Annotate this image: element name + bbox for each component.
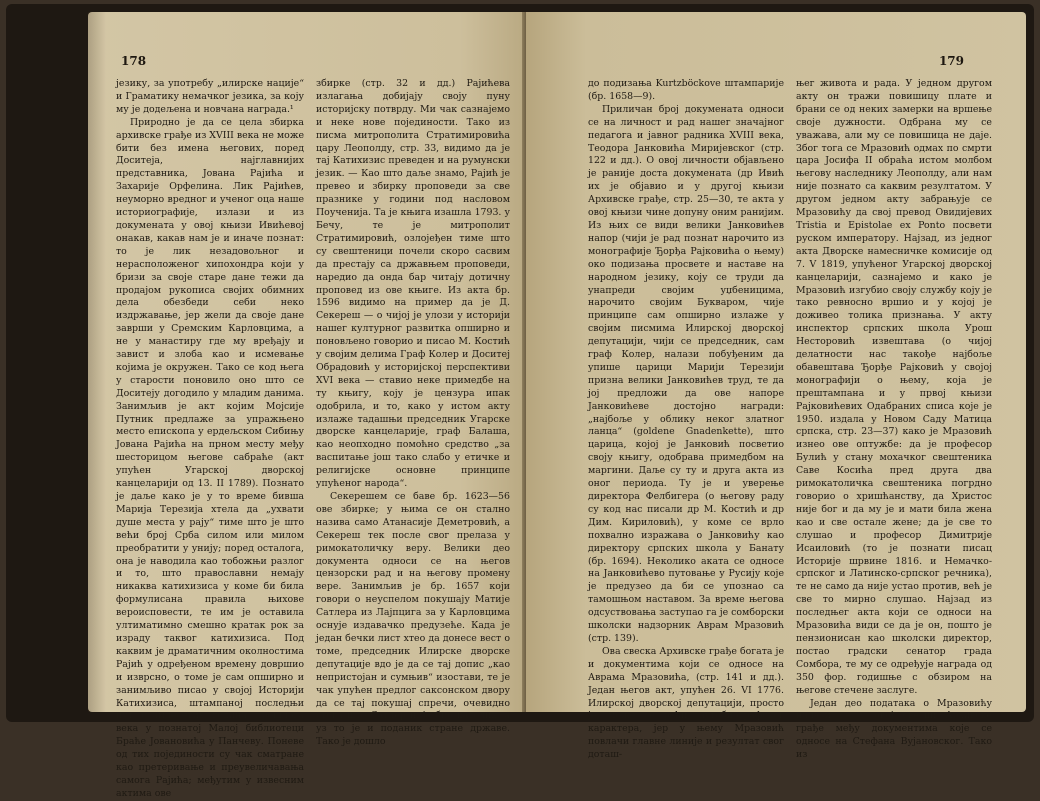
paragraph: до подизања Kurtzböckove штампарије (бр. 1658—9). — [588, 78, 784, 102]
right-column-2 — [796, 78, 992, 762]
page-number-right: 179 — [938, 54, 964, 68]
paragraph: Један део података о Мразовићу налази се у овој свесци Архивске грађе међу документима које се односе на Стефана Вујановског. Тако из — [796, 697, 992, 761]
left-column-1 — [116, 78, 304, 801]
paragraph: Природно је да се цела збирка архивске грађе из XVIII века не може бити без имена његових, поред Доситеја, најглавнијих представника, Јована Рајића и Захарије Орфелина. Лик Рајићев, неуморно вредног и ученог оца наше историографије, излази и из докумената у овој књизи Ивићевој онакав, какав нам је и иначе познат: то је лик незадовољног и нерасположеног хипохондра који у бризи за своје старе дане тежи да продајом рукописа својих обимних дела обезбеди себи неко издржавање, јер жели да своје дане заврши у Сремским Карловцима, а не у манастиру где му вређају и завист и злоба као и исмевање којима је окружен. Тако се код њега у старости поновило оно што се Доситеју догодило у младим данима. Занимљив је акт којим Мојсије Путник предлаже за упражњено место епископа у ердељском Сибињу Јована Рајића на прном месту међу шесторицом његове сабраће (акт упућен Угарској дворској канцеларији од 13. II 1789). Познато је даље како је у то време бивша Марија Терезија хтела да „ухвати душе места у рају“ тиме што је што већи број Срба силом или милом преобратити у унију; поред осталога, она је наводила као тобожњи разлог и то, што православни немају никаква катихизиса у коме би била формулисана правила њихове вероисповести, те им је оставила ултиматимно смешно кратак рок за израду таквог катихизиса. Под каквим је драматичним околностима Рајић у одређеном времену довршио и изврсно, о томе је сам опширно и занимљиво писао у својој Историји Катихизиса, штампаној последњи пут осамдесетих година прошлога века у познатој Малој библиотеци Браће Јовановића у Панчеву. Поневе од тих појединости су чак сматране као претеривање и преувеличавања самога Рајића; међутим у извесним актима ове — [116, 116, 304, 799]
right-page — [526, 12, 1026, 761]
book-spread — [6, 4, 1034, 799]
right-column-1 — [588, 78, 784, 762]
paragraph: Приличан број докумената односи се на личност и рад нашег значајног педагога и јавног радника XVIII века, Теодора Јанковића Миријевског (стр. 122 и дд.). О овој личности објављено је раније доста докумената (др Ивић их је објавио и у другој књизи Архивске грађе, стр. 25—30, те акта у овој књизи чине допуну оним ранијим. Из њих се види велики Јанковићев напор (чији је рад познат нарочито из монографије Ђорђа Рајковића о њему) око подизања просвете и наставе на народном језику, коју се труди да унапреди својим уџбеницима, нарочито својим Букваром, чије принципе сам опширно излаже у својим писмима Илирској дворској депутацији, чији се председник, сам граф Колер, налази побуђеним да упише царици Марији Терезији призна велики Јанковићев труд, те да јој предложи да ове напоре Јанковићеве достојно награди: „најбоље у облику неког златног ланца“ (goldene Gnadenkette), што царица, којој је Јанковић посветио своју књигу, одобрава примедбом на маргини. Даље су ту и друга акта из оног периода. Ту је и уверење директора Фелбигера (о његову раду су код нас писали др М. Костић и др Дим. Кириловић), у коме се врло похвално изражава о Јанковићу као директору српских школа у Банату (бр. 1694). Неколико аката се односе на Јанковићево путовање у Русију које је предузео да би се упознао са тамошњом наставом. За време његова одсуствовања заступао га је сомборски школски надзорник Аврам Мразовић (стр. 139). — [588, 103, 784, 644]
paragraph: збирке (стр. 32 и дд.) Рајићева излагања добијају своју пуну историјску потврду. Ми чак сазнајемо и неке нове појединости. Тако из писма митрополита Стратимировића цару Леополду, стр. 33, видимо да је тај Катихизис преведен и на румунски језик. — Као што даље знамо, Рајић је превео и збирку проповеди за све празнике у години под насловом Поучениjа. Та је књига изашла 1793. у Бечу, те је митрополит Стратимировић, озлојеђен тиме што су свештеници почели скоро сасвим да престају са државњем проповеди, наредио да онда бар читају дотичну проповед из ове књиге. Из акта бр. 1596 видимо на пример да је Д. Секереш — о чијој је улози у историји нашег културног развитка опширно и поновљено говорио и писао М. Костић у својим делима Граф Колер и Доситеј Обрадовић у историјској перспективи XVI века — ставио неке примедбе на ту књигу, коју је цензура ипак одобрила, и то, како у истом акту излаже тадашњи председник Угарске дворске канцеларије, граф Балаша, као неопходно помоћно средство „за васпитање још тако слабо у етичке и религијске основне принципе упућеног народа“. — [316, 78, 510, 490]
paragraph: Секерешем се баве бр. 1623—56 ове збирке; у њима се он стално назива само Атанасије Деметровић, а Секереш тек после свог прелаза у римокатоличку веру. Велики део документа односи се на његов цензорски рад и на његову промену вере. Занимљив је бр. 1657 који говори о неуспелом покушају Матије Сатлера из Лајпцига за у Карловцима оснује издавачко предузеће. Када је један бечки лист хтео да донесе вест о томе, председник Илирске дворске депутације вдо је да се тај допис „као непристојан и сумњив“ изостави, те је чак упућен предлог саксонском двору да се тај покушај спречи, очевидно стога што Сатлер није био католик, а уз то је и поданик стране државе. Тако је дошло — [316, 491, 510, 748]
paragraph: језику, за употребу „илирске нације“ и Граматику немачког језика, за коју му је додељена и новчана награда.¹ — [116, 78, 304, 115]
paragraph: њег живота и рада. У једном другом акту он тражи повишицу плате и брани се од неких замерки на вршење своје дужности. Одбрана му се уважава, али му се повишица не даје. Због тога се Мразовић одмах по смрти цара Јосифа II обраћа истом молбом његову наследнику Леополду, али нам није познато са каквим резултатом. У другом једном акту забрањује се Мразовићу да свој превод Овидијевих Tristia и Epistolae ex Ponto посвети руском императору. Најзад, из једног акта Дворске намесничке комисије од 7. V 1819, упућеног Угарској дворској канцеларији, сазнајемо и како је Мразовић изгубио своју службу коју је тако ревносно вршио и у којој је доживео толика признања. У акту инспектор српских школа Урош Несторовић извештава (о чијој делатности нас такође најбоље обавештава Ђорђе Рајковић у својој монографији о њему, која је прештампана и у првој књизи Рајковићевих Одабраних списа које је 1950. издала у Новом Саду Матица српска, стр. 23—37) како је Мразовић изнео ове оптужбе: да је професор Булић у стану мохачког свештеника Саве Косића пред друга два римокатоличка свештеника погрдно говорио о хришћанству, да Христос није бог и да му је и мати била жена као и све остале жене; да је све то слушао и професор Димитрије Исаиловић (то је познати писац Историје шрвине 1816. и Немачко-српског и Латинско-српског речника), те не само да није устао против, већ је све то мирно слушао. Најзад из последњег акта који се односи на Мразовића види се да је он, пошто је пензионисан као школски директор, постао градски сенатор града Сомбора, те му се одређује награда од 350 фор. годишње с обзиром на његове стечене заслуге. — [796, 78, 992, 696]
left-column-2 — [316, 78, 510, 749]
page-edge-shadow — [88, 12, 106, 712]
paragraph: Ова свеска Архивске грађе богата је и документима који се односе на Аврама Мразовића, (стр. 141 и дд.). Један његов акт, упућен 26. VI 1776. Илирској дворској депутацији, просто је, може се рећи, аутобиографског карактера, јер у њему Мразовић повлачи главне линије и резултат свог доташ- — [588, 645, 784, 761]
left-page — [88, 12, 526, 799]
page-number-left: 178 — [121, 54, 147, 68]
